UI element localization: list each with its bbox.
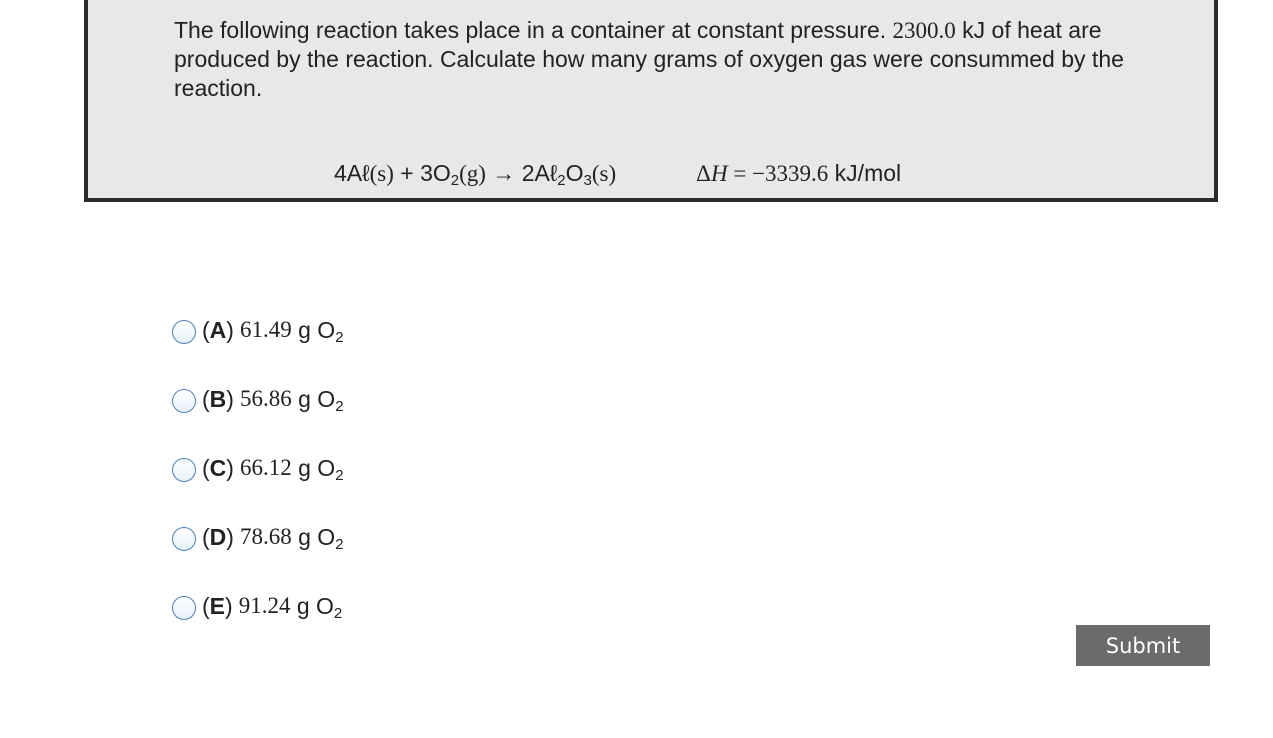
- choice-c-value: 66.12: [239, 455, 292, 480]
- radio-button-b[interactable]: [172, 389, 196, 413]
- choice-d-value: 78.68: [239, 524, 292, 549]
- choice-e-label: (E): [202, 593, 233, 619]
- reaction-equation: [334, 158, 901, 189]
- radio-button-a[interactable]: [172, 320, 196, 344]
- delta-symbol: Δ: [696, 161, 711, 186]
- choice-a[interactable]: [172, 312, 344, 381]
- product-al-subscript: 2: [557, 172, 566, 189]
- coefficient-o2: 3: [420, 160, 433, 186]
- choice-b-value: 56.86: [239, 386, 292, 411]
- radio-button-c[interactable]: [172, 458, 196, 482]
- product-o: O: [565, 160, 584, 186]
- product-al: Aℓ: [534, 160, 558, 186]
- choice-e-value: 91.24: [238, 593, 291, 618]
- plus-sign: +: [393, 160, 421, 186]
- choice-c[interactable]: [172, 450, 344, 519]
- choice-e[interactable]: [172, 588, 344, 657]
- reactant-o2: O: [432, 160, 451, 186]
- question-text-part1: The following reaction takes place in a container at constant pressure.: [174, 17, 893, 43]
- phase-al: (s): [369, 161, 394, 186]
- choice-b[interactable]: [172, 381, 344, 450]
- phase-al2o3: (s): [591, 161, 617, 186]
- question-box: [84, 0, 1218, 202]
- reaction-arrow: →: [485, 160, 522, 186]
- choice-b-unit: g $O_2$: [298, 386, 344, 415]
- choice-a-unit: g $O_2$: [298, 317, 344, 346]
- reactant-o2-subscript: 2: [450, 172, 460, 189]
- enthalpy-unit: kJ/mol: [828, 160, 902, 186]
- choice-d-unit: g $O_2$: [298, 524, 344, 553]
- choice-d[interactable]: [172, 519, 344, 588]
- choice-e-unit: g $O_2$: [296, 593, 343, 622]
- answer-choices: [172, 312, 344, 657]
- equals-sign: =: [727, 161, 753, 186]
- coefficient-al2o3: 2: [521, 160, 535, 186]
- phase-o2: (g): [459, 161, 486, 186]
- choice-d-label: (D): [202, 524, 234, 550]
- enthalpy-value: −3339.6: [752, 161, 829, 186]
- submit-button[interactable]: Submit: [1076, 625, 1210, 666]
- heat-value: 2300.0: [892, 18, 956, 43]
- enthalpy-variable: H: [710, 161, 728, 186]
- choice-c-unit: g $O_2$: [298, 455, 344, 484]
- product-o-subscript: 3: [583, 172, 592, 189]
- choice-a-label: (A): [202, 317, 234, 343]
- question-text-part2: kJ of heat are produced by the reaction. Calculate how many grams of oxygen gas were consummed by the reaction.: [174, 17, 1124, 101]
- choice-c-label: (C): [202, 455, 234, 481]
- coefficient-al: 4: [334, 160, 347, 186]
- choice-b-label: (B): [202, 386, 234, 412]
- reactant-al: Aℓ: [346, 160, 370, 186]
- radio-button-e[interactable]: [172, 596, 196, 620]
- question-text: [174, 16, 1184, 103]
- choice-a-value: 61.49: [239, 317, 292, 342]
- radio-button-d[interactable]: [172, 527, 196, 551]
